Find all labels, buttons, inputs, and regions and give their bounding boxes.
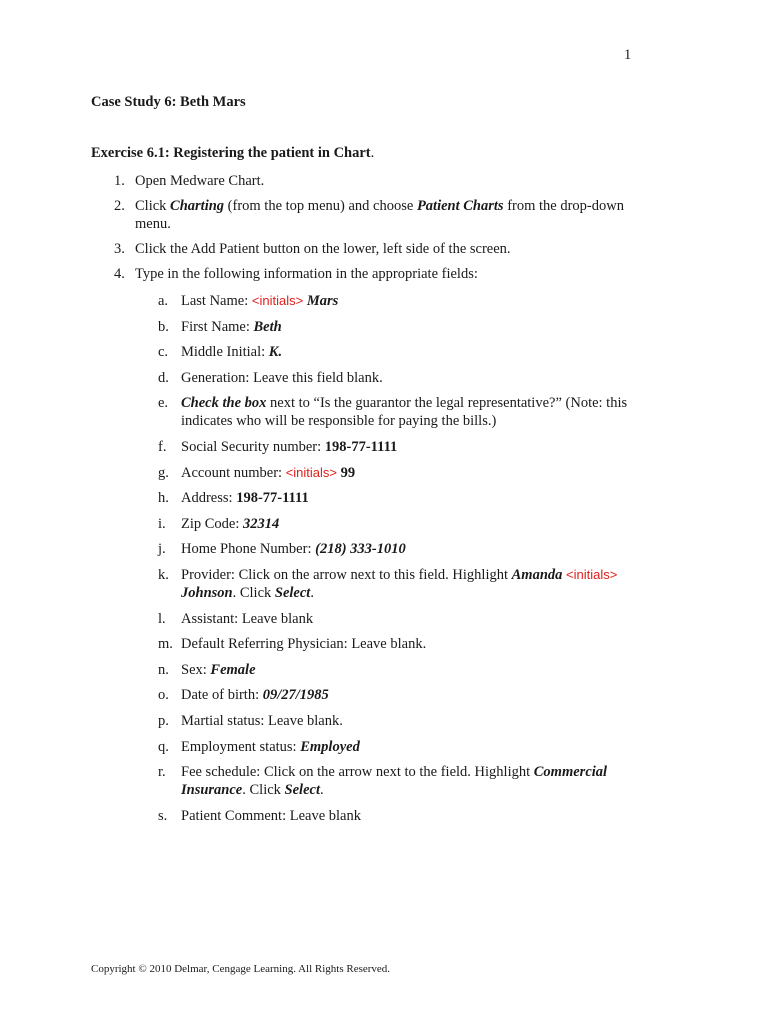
item-letter: j. [158,541,166,558]
item-address [91,489,661,507]
item-letter: h. [158,490,169,507]
item-letter: r. [158,764,166,781]
item-letter: g. [158,464,169,481]
item-letter: n. [158,661,169,678]
step-text: Type in the following information in the appropriate fields: [135,266,478,282]
item-label: Account number: [181,464,286,481]
item-provider [91,566,661,602]
initials-placeholder: <initials> [566,566,618,582]
item-first-name [91,318,661,336]
step-number: 1. [114,173,125,189]
select-emphasis: Select [284,782,320,799]
item-label: First Name: [181,318,254,335]
item-letter: m. [158,636,173,653]
item-letter: l. [158,610,166,627]
item-letter: k. [158,566,169,583]
page-number: 1 [624,47,632,63]
item-text: Patient Comment: Leave blank [181,807,361,824]
item-patient-comment [91,807,661,825]
exercise-title-bold: Exercise 6.1: Registering the patient in Chart [91,145,371,161]
item-letter: q. [158,738,169,755]
provider-last-name: Johnson [181,584,233,601]
provider-first-name: Amanda [511,566,563,583]
step-text: Click the Add Patient button on the lower, left side of the screen. [135,241,511,257]
item-text: . Click [242,782,285,799]
item-home-phone [91,540,661,558]
item-guarantor-checkbox [91,394,661,430]
item-value: Female [210,661,256,678]
item-generation [91,369,661,387]
item-value: Employed [300,738,360,755]
item-letter: b. [158,318,169,335]
item-sex [91,661,661,679]
copyright-footer: Copyright © 2010 Delmar, Cengage Learning. All Rights Reserved. [91,963,391,975]
item-value: Mars [306,293,339,309]
item-text: next to “Is the guarantor the legal representative?” (Note: this indicates who will be responsible for paying the bills.) [181,395,628,430]
step-number: 3. [114,241,125,257]
item-letter: c. [158,344,169,361]
item-label: Address: [181,490,237,507]
item-value: 198-77-1111 [324,438,398,455]
item-account-number [91,464,661,482]
item-emphasis: Check the box [181,395,267,412]
item-letter: a. [158,293,169,309]
field-list [91,292,661,832]
item-text: Assistant: Leave blank [181,610,314,627]
item-label: Last Name: [181,293,252,309]
patient-charts-emphasis: Patient Charts [416,198,504,214]
item-label: Sex: [181,661,211,678]
item-text: . [310,584,314,601]
exercise-title [91,145,374,162]
step-list [91,172,661,290]
step-text: (from the top menu) and choose [224,198,417,214]
item-label: Provider: Click on the arrow next to this field. Highlight [181,566,512,583]
step-text: Click [135,198,171,214]
item-text: . [319,782,324,799]
item-label: Home Phone Number: [181,541,316,558]
item-text: Default Referring Physician: Leave blank. [181,636,427,653]
item-letter: e. [158,395,169,412]
item-letter: f. [158,438,167,455]
step-number: 4. [114,266,125,282]
item-text: Generation: Leave this field blank. [181,369,383,386]
item-label: Fee schedule: Click on the arrow next to the field. Highlight [181,764,534,781]
item-fee-schedule [91,763,661,799]
item-label: Date of birth: [181,687,263,704]
item-assistant [91,610,661,628]
item-letter: p. [158,712,169,729]
item-value: 198-77-1111 [236,490,309,507]
item-letter: i. [158,515,166,532]
initials-placeholder: <initials> [285,464,338,480]
item-employment-status [91,738,661,756]
item-value: 99 [340,464,356,481]
item-middle-initial [91,343,661,361]
item-text: Martial status: Leave blank. [181,712,343,729]
exercise-title-end: . [370,145,375,161]
item-text: . Click [232,584,275,601]
item-ssn [91,438,661,456]
case-title: Case Study 6: Beth Mars [91,94,246,110]
item-letter: d. [158,369,169,386]
step-text: from the drop-down menu. [135,198,624,232]
item-value: K. [268,344,283,361]
item-label: Middle Initial: [181,344,269,361]
step-text: Open Medware Chart. [135,173,265,189]
item-label: Employment status: [181,738,301,755]
item-letter: s. [158,807,168,824]
item-value: 09/27/1985 [262,687,329,704]
step-4 [91,265,661,283]
item-date-of-birth [91,686,661,704]
item-label: Social Security number: [181,438,325,455]
commercial-insurance-emphasis: Commercial Insurance [181,764,608,799]
item-label: Zip Code: [181,515,244,532]
item-value: Beth [253,318,282,335]
item-last-name [91,292,661,310]
item-letter: o. [158,687,169,704]
charting-emphasis: Charting [170,198,225,214]
item-value: (218) 333-1010 [315,541,406,558]
item-referring-physician [91,635,661,653]
item-marital-status [91,712,661,730]
initials-placeholder: <initials> [251,293,304,308]
step-1 [91,172,661,190]
item-value: 32314 [243,515,280,532]
step-number: 2. [114,198,125,214]
step-2 [91,197,661,233]
item-zip-code [91,515,661,533]
step-3 [91,240,661,258]
select-emphasis: Select [274,584,311,601]
